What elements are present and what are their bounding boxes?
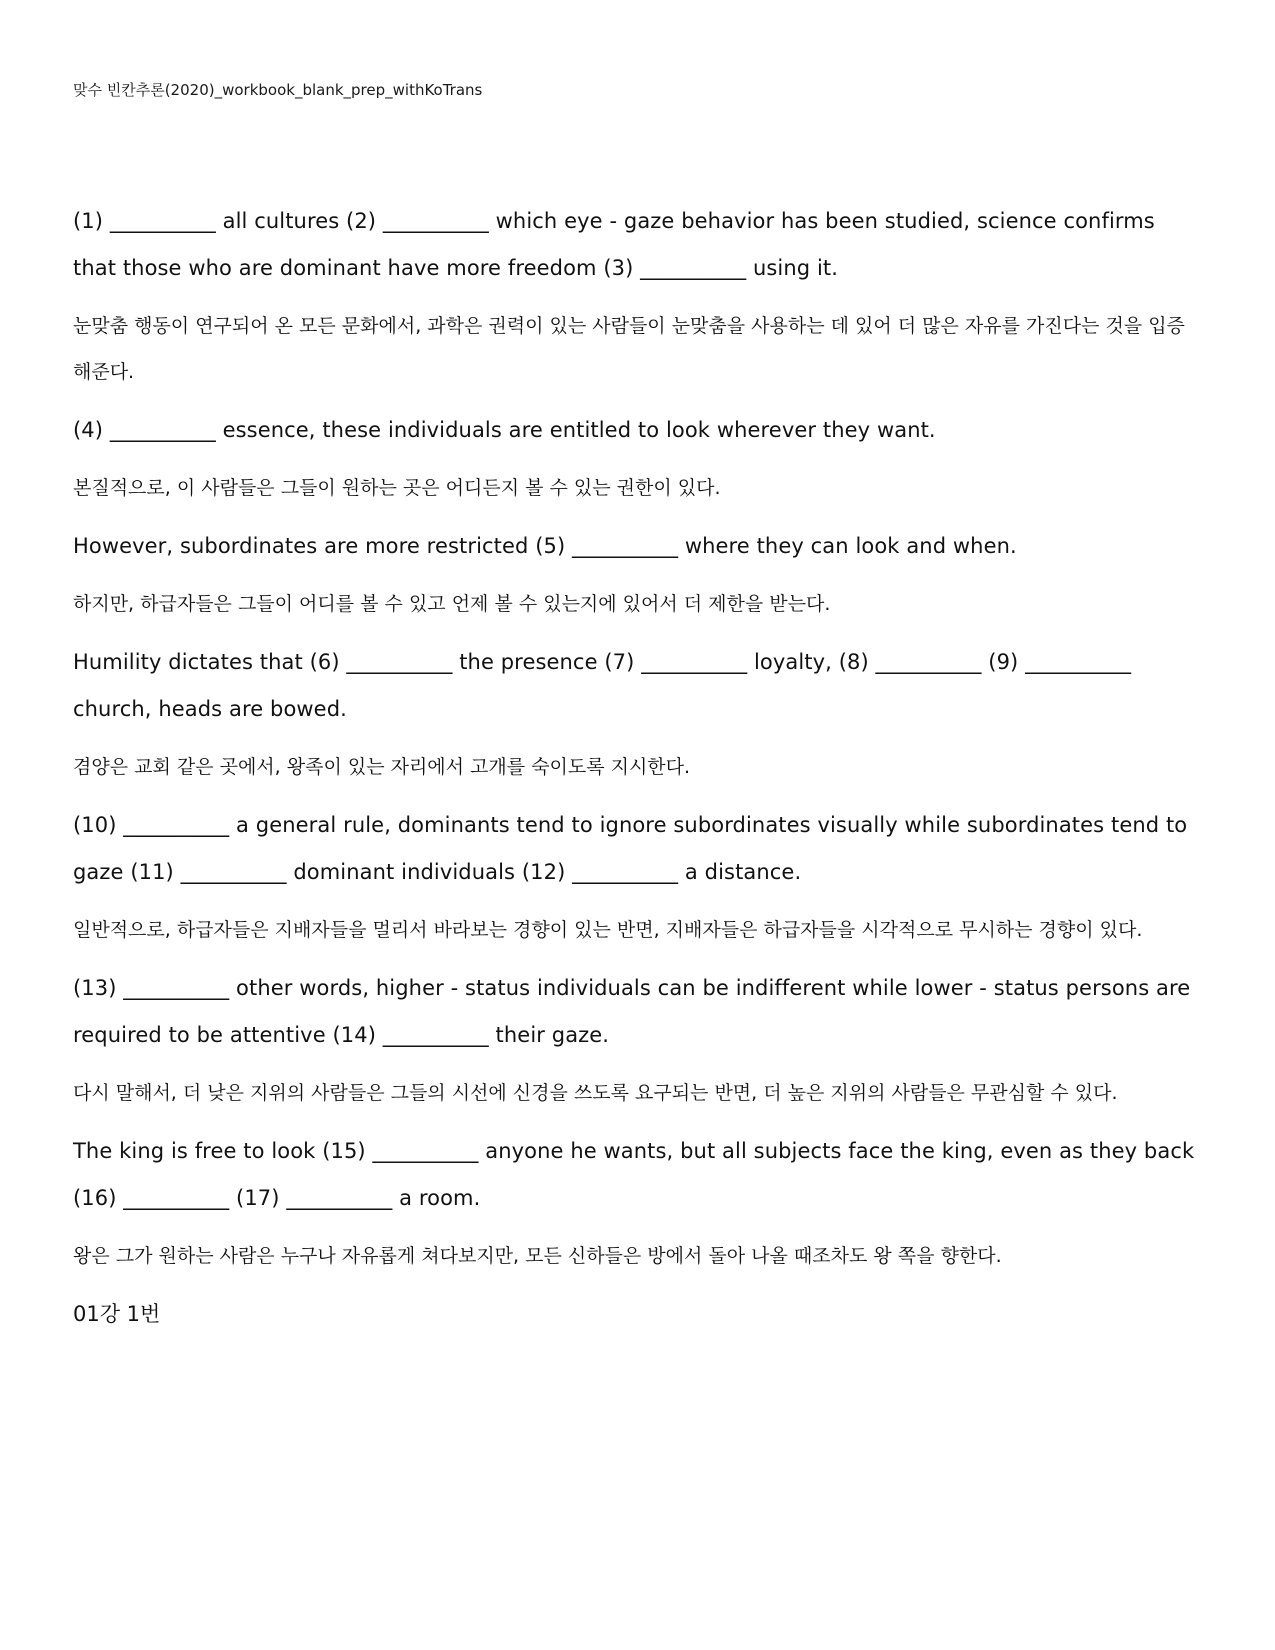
lesson-label: 01강 1번 <box>73 1302 161 1326</box>
english-sentence-1: (1) __________ all cultures (2) __________ which eye - gaze behavior has been studied, science confirms that those who are dominant have more freedom (3) __________ using it. <box>73 209 1155 280</box>
korean-translation-4: 겸양은 교회 같은 곳에서, 왕족이 있는 자리에서 고개를 숙이도록 지시한다. <box>73 756 691 778</box>
korean-translation-7: 왕은 그가 원하는 사람은 누구나 자유롭게 쳐다보지만, 모든 신하들은 방에서 돌아 나올 때조차도 왕 쪽을 향한다. <box>73 1245 1002 1267</box>
korean-translation-5: 일반적으로, 하급자들은 지배자들을 멀리서 바라보는 경향이 있는 반면, 지배자들은 하급자들을 시각적으로 무시하는 경향이 있다. <box>73 919 1143 941</box>
korean-translation-3: 하지만, 하급자들은 그들이 어디를 볼 수 있고 언제 볼 수 있는지에 있어서 더 제한을 받는다. <box>73 593 831 615</box>
english-sentence-7: The king is free to look (15) __________ anyone he wants, but all subjects face the king, even as they back (16) __________ (17) __________ a room. <box>73 1139 1195 1210</box>
korean-translation-1: 눈맞춤 행동이 연구되어 온 모든 문화에서, 과학은 권력이 있는 사람들이 눈맞춤을 사용하는 데 있어 더 많은 자유를 가진다는 것을 입증해준다. <box>73 315 1185 383</box>
english-sentence-2: (4) __________ essence, these individuals are entitled to look wherever they want. <box>73 418 936 442</box>
english-sentence-6: (13) __________ other words, higher - status individuals can be indifferent while lower - status persons are required to be attentive (14) __________ their gaze. <box>73 976 1191 1047</box>
korean-translation-2: 본질적으로, 이 사람들은 그들이 원하는 곳은 어디든지 볼 수 있는 권한이 있다. <box>73 477 721 499</box>
english-sentence-3: However, subordinates are more restricted (5) __________ where they can look and when. <box>73 534 1017 558</box>
document-body <box>73 198 1203 1337</box>
document-header: 맞수 빈칸추론(2020)_workbook_blank_prep_withKoTrans <box>73 81 483 99</box>
english-sentence-5: (10) __________ a general rule, dominants tend to ignore subordinates visually while subordinates tend to gaze (11) __________ dominant individuals (12) __________ a distance. <box>73 813 1188 884</box>
english-sentence-4: Humility dictates that (6) __________ the presence (7) __________ loyalty, (8) __________ (9) __________ church, heads are bowed. <box>73 650 1132 721</box>
korean-translation-6: 다시 말해서, 더 낮은 지위의 사람들은 그들의 시선에 신경을 쓰도록 요구되는 반면, 더 높은 지위의 사람들은 무관심할 수 있다. <box>73 1082 1118 1104</box>
